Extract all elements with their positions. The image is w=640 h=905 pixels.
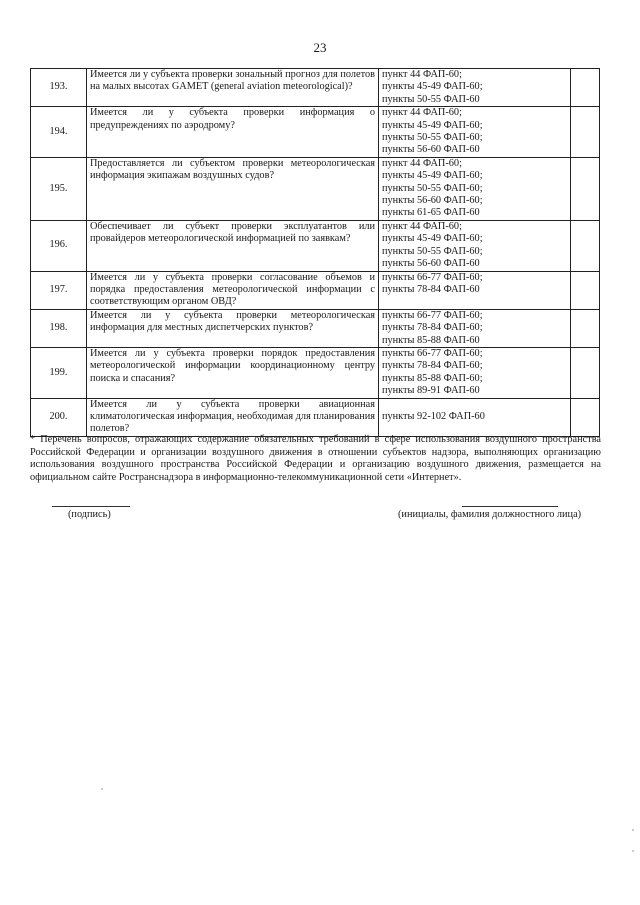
table-row — [31, 69, 600, 107]
reference-line: пункты 61-65 ФАП-60 — [382, 207, 480, 219]
table-row — [31, 271, 600, 309]
answer-cell[interactable] — [571, 220, 600, 271]
name-line — [462, 506, 558, 507]
reference-cell — [379, 309, 571, 347]
reference-line: пункты 66-77 ФАП-60; — [382, 309, 483, 321]
reference-line: пункты 78-84 ФАП-60; — [382, 322, 483, 334]
reference-line: пункты 92-102 ФАП-60 — [382, 410, 485, 422]
reference-line: пункты 66-77 ФАП-60; — [382, 347, 483, 359]
table-row — [31, 347, 600, 398]
signature-caption: (подпись) — [68, 509, 111, 520]
reference-cell — [379, 271, 571, 309]
table-row — [31, 107, 600, 158]
answer-cell[interactable] — [571, 157, 600, 220]
reference-cell — [379, 69, 571, 107]
question-text: Предоставляется ли субъектом проверки метеорологическая информация экипажам воздушных судов? — [87, 157, 379, 220]
reference-line: пункты 50-55 ФАП-60; — [382, 182, 483, 194]
reference-line: пункт 44 ФАП-60; — [382, 69, 462, 80]
question-text: Имеется ли у субъекта проверки авиационная климатологическая информация, необходимая для планирования полетов? — [87, 398, 379, 436]
question-text: Имеется ли у субъекта проверки порядок предоставления метеорологической информации координационному центру поиска и спасания? — [87, 347, 379, 398]
question-text: Имеется ли у субъекта проверки согласование объемов и порядка предоставления метеорологической информации с соответствующим органом ОВД? — [87, 271, 379, 309]
scan-speck — [101, 788, 103, 790]
answer-cell[interactable] — [571, 309, 600, 347]
reference-cell — [379, 398, 571, 436]
reference-line: пункт 44 ФАП-60; — [382, 157, 462, 169]
item-number: 200. — [31, 398, 87, 436]
answer-cell[interactable] — [571, 271, 600, 309]
reference-cell — [379, 220, 571, 271]
item-number: 198. — [31, 309, 87, 347]
reference-line: пункты 45-49 ФАП-60; — [382, 233, 483, 245]
item-number: 194. — [31, 107, 87, 158]
reference-line: пункты 50-55 ФАП-60 — [382, 93, 480, 105]
checklist-body — [31, 69, 600, 437]
item-number: 193. — [31, 69, 87, 107]
table-row — [31, 157, 600, 220]
reference-line: пункты 66-77 ФАП-60; — [382, 271, 483, 283]
page-number: 23 — [313, 40, 327, 55]
reference-line: пункты 45-49 ФАП-60; — [382, 81, 483, 93]
reference-line: пункты 56-60 ФАП-60 — [382, 144, 480, 156]
answer-cell[interactable] — [571, 347, 600, 398]
question-text: Имеется ли у субъекта проверки информация о предупреждениях по аэродрому? — [87, 107, 379, 158]
reference-line: пункты 50-55 ФАП-60; — [382, 132, 483, 144]
checklist-table — [30, 68, 600, 437]
answer-cell[interactable] — [571, 107, 600, 158]
item-number: 195. — [31, 157, 87, 220]
reference-cell — [379, 347, 571, 398]
answer-cell[interactable] — [571, 69, 600, 107]
reference-line: пункт 44 ФАП-60; — [382, 220, 462, 232]
reference-line: пункты 56-60 ФАП-60; — [382, 195, 483, 207]
name-caption: (инициалы, фамилия должностного лица) — [398, 509, 582, 520]
question-text: Обеспечивает ли субъект проверки эксплуатантов или провайдеров метеорологической информацией по заявкам? — [87, 220, 379, 271]
reference-line: пункты 78-84 ФАП-60 — [382, 283, 480, 295]
footnote: * Перечень вопросов, отражающих содержание обязательных требований в сфере использования воздушного пространства Российской Федерации и организации воздушного движения в отношении субъектов надзора, выполняющих организацию использования воздушного пространства Российской Федерации и организацию воздушного движения, размещается на официальном сайте Ространснадзора в информационно-телекоммуникационной сети «Интернет». — [30, 434, 601, 483]
scan-speck — [632, 829, 634, 831]
reference-cell — [379, 107, 571, 158]
answer-cell[interactable] — [571, 398, 600, 436]
reference-line: пункты 45-49 ФАП-60; — [382, 170, 483, 182]
reference-line: пункт 44 ФАП-60; — [382, 107, 462, 119]
scan-speck — [632, 850, 634, 852]
reference-line: пункты 78-84 ФАП-60; — [382, 360, 483, 372]
table-row — [31, 220, 600, 271]
reference-line: пункты 89-91 ФАП-60 — [382, 385, 480, 397]
table-row — [31, 309, 600, 347]
reference-line: пункты 50-55 ФАП-60; — [382, 245, 483, 257]
reference-line: пункты 45-49 ФАП-60; — [382, 119, 483, 131]
item-number: 196. — [31, 220, 87, 271]
item-number: 197. — [31, 271, 87, 309]
signature-line — [52, 506, 130, 507]
question-text: Имеется ли у субъекта проверки метеорологическая информация для местных диспетчерских пунктов? — [87, 309, 379, 347]
reference-line: пункты 85-88 ФАП-60 — [382, 334, 480, 346]
table-row — [31, 398, 600, 436]
reference-line: пункты 56-60 ФАП-60 — [382, 258, 480, 270]
question-text: Имеется ли у субъекта проверки зональный прогноз для полетов на малых высотах GAMET (general aviation meteorological)? — [87, 69, 379, 107]
reference-cell — [379, 157, 571, 220]
item-number: 199. — [31, 347, 87, 398]
reference-line: пункты 85-88 ФАП-60; — [382, 372, 483, 384]
